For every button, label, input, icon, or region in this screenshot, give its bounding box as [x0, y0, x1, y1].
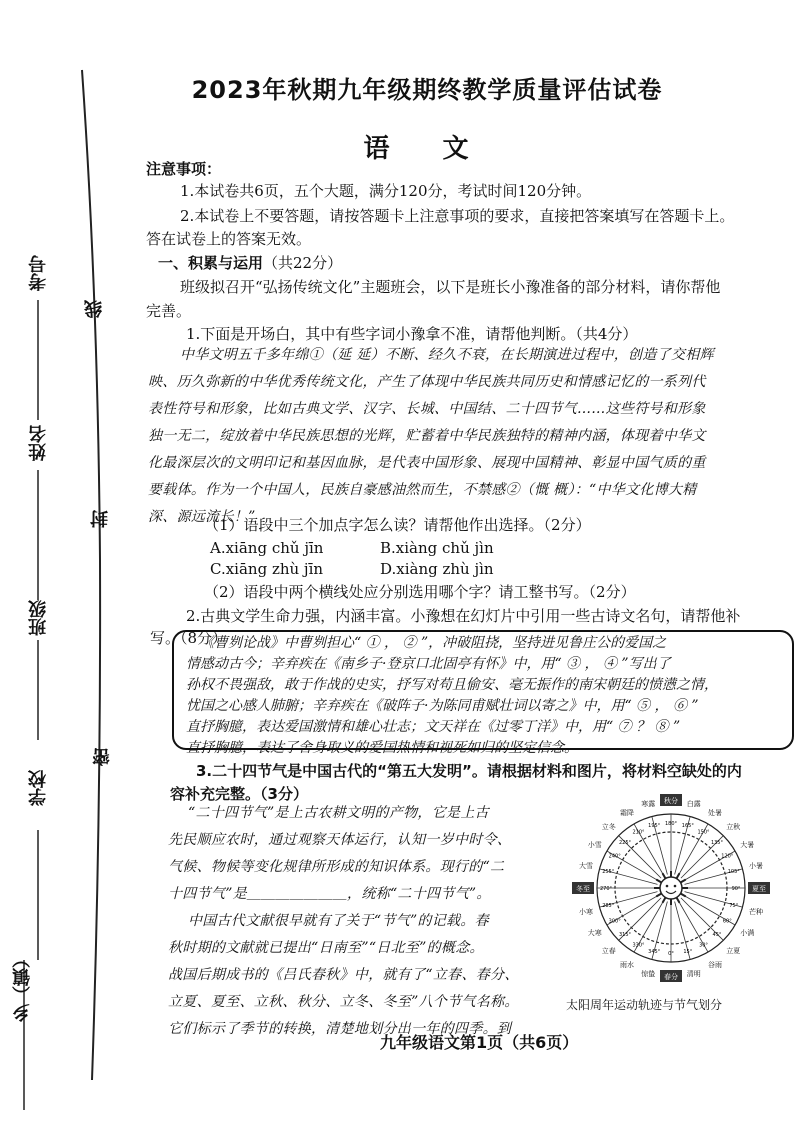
term-label: 处暑 — [708, 808, 722, 817]
degree-label: 195° — [648, 823, 661, 830]
page-footer: 九年级语文第1页（共6页） — [380, 1033, 579, 1052]
question-3-line-1: 3.二十四节气是中国古代的“第五大发明”。请根据材料和图片，将材料空缺处的内 — [196, 762, 742, 780]
term-label: 霜降 — [620, 808, 634, 817]
term-label: 夏至 — [752, 885, 766, 893]
degree-label: 90° — [731, 886, 741, 892]
question-1: 1.下面是开场白，其中有些字词小豫拿不准，请帮他判断。（共4分） — [186, 325, 638, 343]
degree-label: 345° — [648, 948, 661, 955]
option-d: D.xiàng zhù jìn — [380, 560, 494, 578]
sun-ray — [656, 894, 661, 897]
term-label: 小雪 — [587, 841, 602, 849]
intro-line-1: 班级拟召开“弘扬传统文化”主题班会，以下是班长小豫准备的部分材料，请你帮他 — [180, 278, 721, 296]
passage-line: 映、历久弥新的中华优秀传统文化，产生了体现中华民族共同历史和情感记忆的一系列代 — [148, 374, 706, 390]
degree-label: 105° — [727, 869, 740, 876]
option-c: C.xiāng zhù jīn — [210, 560, 324, 578]
degree-label: 300° — [608, 918, 621, 925]
degree-label: 15° — [683, 948, 693, 955]
subquestion-1: （1）语段中三个加点字怎么读？请帮他作出选择。（2分） — [204, 516, 591, 534]
degree-label: 30° — [699, 942, 708, 949]
degree-label: 165° — [681, 823, 694, 830]
degree-label: 75° — [729, 902, 739, 909]
term-label: 冬至 — [576, 885, 590, 893]
material-line: 十四节气”是＿＿＿＿＿＿＿，统称“二十四节气”。 — [168, 886, 491, 902]
material — [168, 800, 578, 1043]
degree-label: 270° — [599, 886, 613, 892]
passage — [148, 342, 780, 531]
degree-label: 240° — [608, 853, 621, 860]
question-2-line-1: 2.古典文学生命力强，内涵丰富。小豫想在幻灯片中引用一些古诗文名句，请帮他补 — [186, 607, 741, 625]
degree-label: 150° — [697, 829, 710, 836]
seal-line-label: 线 — [84, 300, 105, 318]
degree-label: 330° — [632, 942, 645, 949]
section-heading: 一、积累与运用（共22分） — [158, 254, 343, 272]
town-label: 乡（镇） — [12, 950, 33, 1022]
passage-line: 要载体。作为一个中国人，民族自豪感油然而生，不禁感②（慨 概）：“中华文化博大精 — [148, 482, 697, 498]
sun-ray — [663, 873, 666, 878]
notice-heading: 注意事项： — [146, 160, 222, 178]
term-label: 清明 — [686, 970, 701, 979]
option-b: B.xiàng chǔ jìn — [380, 539, 494, 557]
degree-label: 225° — [619, 840, 632, 847]
degree-label: 120° — [721, 853, 734, 860]
quote-line: 忧国之心感人肺腑；辛弃疾在《破阵子·为陈同甫赋壮词以寄之》中，用“ ⑤ ， ⑥ ” — [186, 698, 699, 714]
term-label: 立春 — [601, 947, 616, 956]
diagram-caption: 太阳周年运动轨迹与节气划分 — [566, 998, 723, 1012]
subquestion-2: （2）语段中两个横线处应分别选用哪个字？请工整书写。（2分） — [204, 583, 636, 601]
intro-line-2: 完善。 — [146, 302, 192, 320]
term-label: 芒种 — [749, 907, 764, 916]
passage-line: 独一无二，绽放着中华民族思想的光辉，贮蓄着中华民族独特的精神内涵，体现着中华文 — [148, 428, 706, 444]
notice-item-2a: 2.本试卷上不要答题，请按答题卡上注意事项的要求，直接把答案填写在答题卡上。 — [180, 207, 735, 225]
term-label: 小暑 — [749, 862, 764, 871]
quote-line: 直抒胸臆，表达爱国激情和雄心壮志；文天祥在《过零丁洋》中，用“ ⑦ ？ ⑧ ” — [186, 719, 681, 735]
quote-box-text — [186, 633, 718, 759]
term-label: 立夏 — [726, 947, 741, 956]
degree-label: 0° — [668, 951, 674, 957]
term-label: 大寒 — [587, 929, 602, 937]
passage-line: 表性符号和形象，比如古典文学、汉字、长城、中国结、二十四节气……这些符号和形象 — [148, 401, 706, 417]
subject-title: 语 文 — [363, 134, 491, 164]
seal-seal-label: 封 — [90, 510, 111, 528]
degree-label: 315° — [619, 931, 632, 938]
sun-eye — [666, 885, 669, 888]
material-line: “二十四节气”是上古农耕文明的产物，它是上古 — [188, 805, 489, 821]
degree-label: 135° — [710, 840, 723, 847]
solar-terms-diagram — [566, 786, 776, 986]
passage-line: 中华文明五千多年绵①（延 延）不断、经久不衰，在长期演进过程中，创造了交相辉 — [180, 347, 714, 363]
sun-eye — [674, 885, 677, 888]
name-label: 姓名 — [28, 425, 49, 461]
notice-item-2b: 答在试卷上的答案无效。 — [146, 230, 312, 248]
seal-secret-label: 密 — [92, 748, 113, 766]
term-label: 立冬 — [601, 822, 616, 831]
degree-label: 285° — [602, 902, 615, 909]
material-line: 中国古代文献很早就有了关于“节气”的记载。春 — [188, 913, 489, 929]
degree-label: 45° — [712, 931, 722, 938]
sun-icon — [660, 877, 682, 899]
degree-label: 180° — [664, 821, 678, 827]
quote-line: 直抒胸臆，表达了舍身取义的爱国热情和视死如归的坚定信念。 — [186, 740, 578, 756]
term-label: 惊蛰 — [641, 970, 656, 979]
term-label: 雨水 — [620, 961, 634, 970]
term-label: 春分 — [664, 973, 678, 981]
notice-item-1: 1.本试卷共6页，五个大题，满分120分，考试时间120分钟。 — [180, 182, 592, 200]
term-label: 小寒 — [578, 907, 593, 916]
term-label: 小满 — [740, 929, 755, 937]
sun-ray — [656, 880, 661, 883]
quote-line: 情感动古今；辛弃疾在《南乡子·登京口北固亭有怀》中，用“ ③ ， ④ ”写出了 — [186, 656, 671, 672]
sun-ray — [681, 880, 686, 883]
sun-ray — [677, 898, 680, 903]
material-line: 战国后期成书的《吕氏春秋》中，就有了“立春、春分、 — [168, 967, 519, 983]
term-label: 秋分 — [664, 797, 678, 805]
term-label: 立秋 — [726, 822, 741, 831]
passage-line: 化最深层次的文明印记和基因血脉，是代表中国形象、展现中国精神、彰显中国气质的重 — [148, 455, 706, 471]
exam-title: 2023年秋期九年级期终教学质量评估试卷 — [191, 76, 663, 104]
exam-no-label: 考号 — [28, 255, 49, 291]
degree-label: 60° — [722, 918, 732, 925]
quote-line: 孙权不畏强敌，敢于作战的史实，抒写对苟且偷安、毫无振作的南宋朝廷的愤懑之情， — [186, 677, 718, 693]
sun-ray — [681, 894, 686, 897]
degree-label: 255° — [602, 869, 615, 876]
term-label: 大暑 — [740, 841, 755, 849]
material-line: 它们标示了季节的转换，清楚地划分出一年的四季。到 — [168, 1021, 512, 1037]
quote-line: 《曹刿论战》中曹刿担心“ ① ， ② ”，冲破阻挠，坚持进见鲁庄公的爱国之 — [200, 635, 667, 651]
option-a: A.xiāng chǔ jīn — [210, 539, 324, 557]
term-label: 寒露 — [641, 799, 656, 808]
degree-label: 210° — [632, 829, 645, 836]
sun-ray — [663, 898, 666, 903]
sun-ray — [677, 873, 680, 878]
material-line: 气候、物候等变化规律所形成的知识体系。现行的“二 — [168, 859, 505, 875]
question-2-line-2: 写。（8分） — [150, 629, 228, 647]
term-label: 谷雨 — [708, 961, 722, 970]
material-line: 先民顺应农时，通过观察天体运行，认知一岁中时令、 — [168, 832, 512, 848]
term-label: 白露 — [686, 799, 701, 808]
school-label: 学校 — [28, 770, 49, 806]
passage-line: 深、源远流长！” — [148, 509, 256, 525]
question-3-line-2: 容补充完整。（3分） — [170, 785, 308, 803]
class-label: 班级 — [28, 600, 49, 636]
term-label: 大雪 — [578, 862, 593, 871]
material-line: 立夏、夏至、立秋、秋分、立冬、冬至”八个节气名称。 — [168, 994, 519, 1010]
material-line: 秋时期的文献就已提出“日南至”“日北至”的概念。 — [168, 940, 484, 956]
